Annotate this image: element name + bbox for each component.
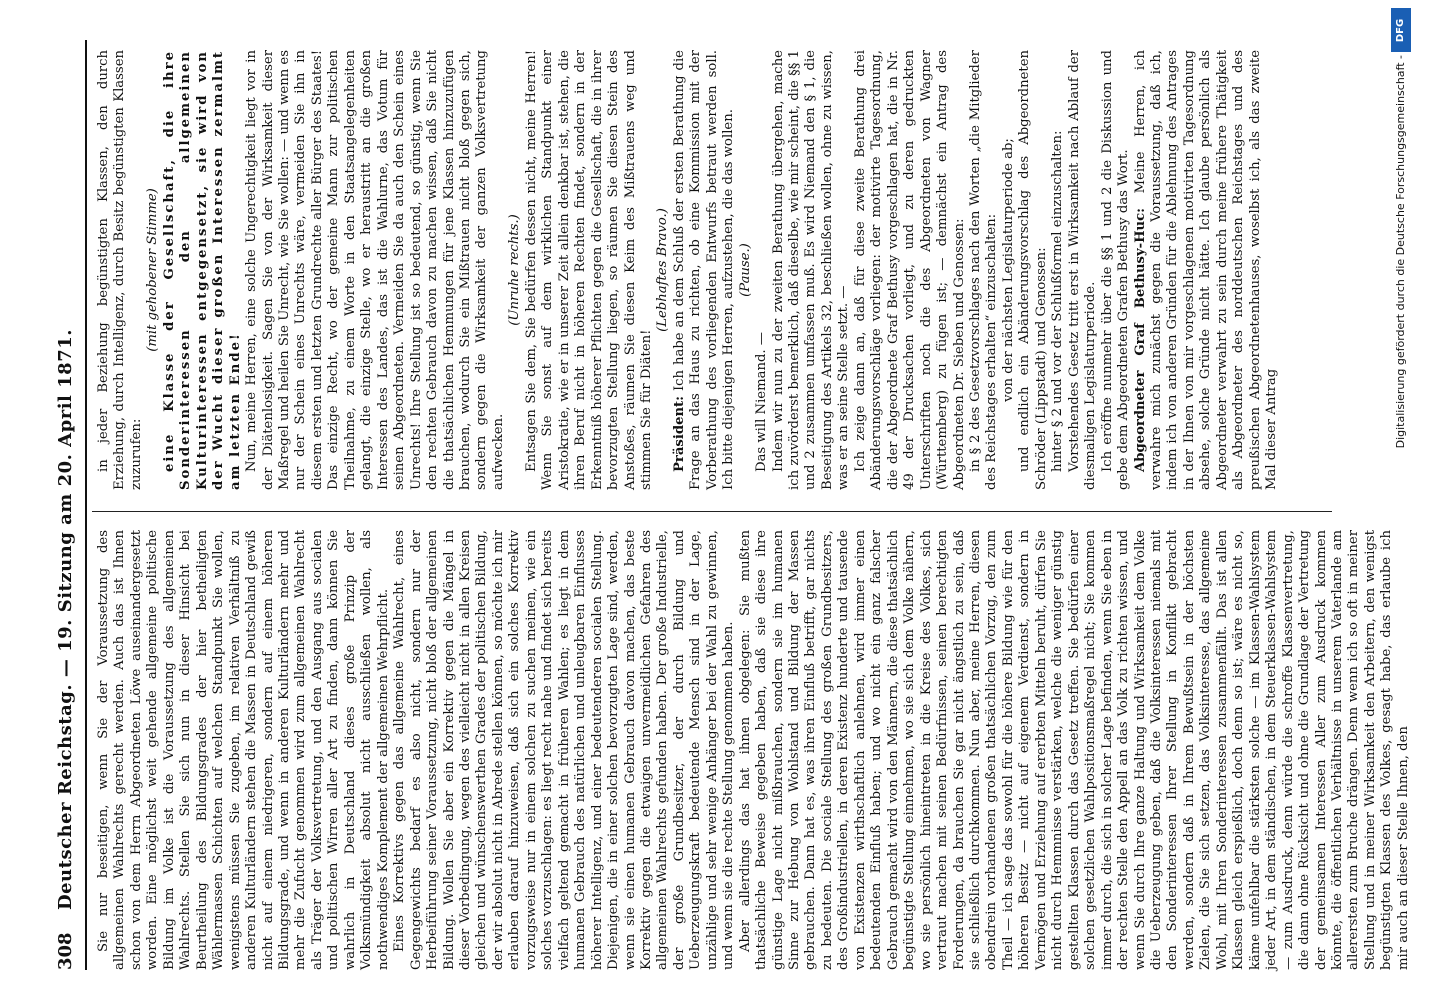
stage-direction: (Lebhaftes Bravo.) [655,208,671,332]
dfg-logo-text: DFG [1395,18,1407,42]
stage-direction: (Unruhe rechts.) [507,214,523,326]
speech-president [672,50,738,490]
page-header [55,40,83,970]
right-paragraph-9: in § 2 des Gesetzvorschlages nach den Worten „die Mitglieder des Reichstages erhalten“ einzuschalten: [968,50,1000,490]
left-paragraph-1: Sie nur beseitigen, wenn Sie der Voraussetzung des allgemeinen Wahlrechts gerecht werden. Auch das ist Ihnen schon von dem Herrn Abgeordneten Löwe auseinandergesetzt worden. Eine möglichst weit gehende allgemeine politische Bildung im Volke ist die Voraussetzung des allgemeinen Wahlrechts. Stellen Sie sich nun in dieser Hinsicht bei Beurtheilung des Bildungsgrades der hier betheiligten Wählermassen Schichten auf welchen Standpunkt Sie wollen, wenigstens müssen Sie zugeben, im relativen Verhältniß zu anderen Kulturländern stehen die Massen in Deutschland gewiß nicht auf einem niedrigeren, sondern auf einem höheren Bildungsgrade, und wenn in anderen Kulturländern mehr und mehr die Zufucht genommen wird zum allgemeinen Wahlrecht als Träger der Volksvertretung, und den Ausgang aus socialen und politischen Wirren aller Art zu finden, dann können Sie wahrlich in Deutschland dieses große Prinzip der Volksmündigkeit absolut nicht ausschließen wollen, als nothwendiges Komplement der allgemeinen Wehrpflicht. [96,530,391,970]
right-paragraph-12: hinter § 2 und vor der Schlußformel einzuschalten: [1050,130,1066,472]
right-paragraph-3: Nun, meine Herren, eine solche Ungerechtigkeit liegt vor in der Diätenlosigkeit. Sagen Sie von der Wirksamkeit dieser Maßregel und heilen Sie Unrecht, wie Sie wollen: — und wenn es nur der Schein eines Unrechts wäre, vermeiden Sie ihn in diesem ersten und letzten Grundrechte aller Bürger des Staates! Das einzige Recht, wo der gemeine Mann zur politischen Theilnahme, zu einem Worte in den Staatsangelegenheiten gelangt, die einzige Stelle, wo er heraustritt an die großen Interessen des Landes, das ist die Wahlurne, das Votum für seinen Abgeordneten. Vermeiden Sie da auch den Schein eines Unrechts! Ihre Stellung ist so bedeutend, so günstig, wenn Sie den rechten Gebrauch davon zu machen wissen, daß Sie nicht die thatsächlichen Hemmungen für jene Klassen hinzuzufügen brauchen, wodurch Sie ein Mißtrauen nicht bloß gegen sich, sondern gegen die Wirksamkeit der ganzen Volksvertretung aufwecken. [244,50,506,490]
speech-text: Ich habe an dem Schluß der ersten Berathung die Frage an das Haus zu richten, ob eine Kommission mit der Vorberathung des vorliegenden Entwurfs betraut werden soll. Ich bitte diejenigen Herren, aufzustehen, die das wollen. [671,50,737,490]
right-paragraph-10: von der nächsten Legislaturperiode ab; [1000,138,1016,402]
right-paragraph-7: Indem wir nun zu der zweiten Berathung übergehen, mache ich zuvörderst bemerklich, daß dieselbe, wie mir scheint, die §§ 1 und 2 zusammen umfassen muß. Es wird Niemand den § 1, die Beseitigung des Artikels 32, beschließen wollen, ohne zu wissen, was er an seine Stelle setzt. — [770,50,852,490]
right-paragraph-14: Ich eröffne nunmehr über die §§ 1 und 2 die Diskussion und gebe dem Abgeordneten Grafen Bethusy das Wort. [1099,50,1132,490]
right-paragraph-6: Das will Niemand. — [754,332,770,472]
header-rule [85,40,87,970]
funding-note: Digitalisierung gefördert durch die Deutsche Forschungsgemeinschaft - [1394,55,1407,449]
digitization-note [1390,5,1412,995]
dfg-logo [1391,8,1411,52]
left-paragraph-3: Aber allerdings das hat ihnen obgelegen: Sie mußten thatsächliche Beweise gegeben haben, daß sie diese ihre günstige Lage nicht mißbrauchen, sondern sie im humanen Sinne zur Hebung von Wohlstand und Bildung der Massen gebrauchen. Dann hat es, was ihren Einfluß betrifft, gar nichts zu bedeuten. Die sociale Stellung des großen Grundbesitzers, des Großindustriellen, in deren Existenz hunderte und tausende von Existenzen wirthschaftlich anlehnen, wird immer einen bedeutenden Einfluß haben; und wo nicht ein ganz falscher Gebrauch gemacht wird von den Männern, die diese thatsächlich begünstigte Stellung einnehmen, wo sie sich dem Volke nähern, wo sie persönlich hineintreten in die Kreise des Volkes, sich vertraut machen mit seinen Bedürfnissen, seinen berechtigten Forderungen, da brauchen Sie gar nicht ängstlich zu sein, daß sie schließlich durchkommen. Nun aber, meine Herren, diesen obendrein vorhandenen großen thatsächlichen Vorzug, den zum Theil — ich sage das sowohl für die höhere Bildung wie für den höheren Besitz — nicht auf eigenem Verdienst, sondern in Vermögen und Erziehung auf ererbten Mitteln beruht, dürfen Sie nicht durch Hemmnisse verstärken, welche die weniger günstig gestellten Klassen durch das Gesetz treffen. Sie bedürfen einer solchen gesetzlichen Wahlpositionsmaßregel nicht; Sie kommen immer durch, die sich in solcher Lage befinden, wenn Sie eben in der rechten Stelle den Appell an das Volk zu richten wissen, und wenn Sie durch Ihre ganze Haltung und Wirksamkeit dem Volke die Ueberzeugung geben, daß die Volksinteressen niemals mit den Sonderinteressen Ihrer Stellung in Konflikt gebracht werden, sondern daß in Ihrem Bewußtsein in der höchsten Zielen, die Sie sich setzen, das Volksinteresse, das allgemeine Wohl, mit Ihren Sonderinteressen zusammenfällt. Das ist allen Klassen gleich erspießlich, doch denn so ist; wäre es nicht so, käme unfehlbar die stärksten solche — im Klassen-Wahlsystem jeder Art, in dem ständischen, in dem Steuerklassen-Wahlsystem — zum Ausdruck, denn würde die schroffe Klassenvertretung, die dann ohne Rücksicht und ohne die Grundlage der Vertretung der gemeinsamen Interessen Aller zum Ausdruck kommen könnte, die öffentlichen Verhältnisse in unserem Vaterlande am allerersten zum Bruche drängen. Denn wenn ich so oft in meiner Stellung und in meiner Wirksamkeit den Arbeitern, den wenigst begünstigten Klassen des Volkes, gesagt habe, das erlaube ich mir auch an dieser Stelle Ihnen, den [737,530,1411,970]
speech-text: Meine Herren, ich verwahre mich zunächst gegen die Voraussetzung, daß ich, indem ich von anderen Gründen für die Ablehnung des Antrages in der Ihnen von mir vorgeschlagenen motivirten Tagesordnung absehe, solche Gründe nicht hätte. Ich glaube persönlich als Abgeordneter verwahrt zu sein durch meine frühere Thätigkeit als Abgeordneter des norddeutschen Reichstages und des preußischen Abgeordnetenhauses, woselbst ich, als das zweite Mal dieser Antrag [1132,50,1280,490]
page-number: 308 [55,932,76,970]
right-column [96,50,1326,490]
stage-direction: (mit gehobener Stimme) [145,188,161,352]
running-title: Deutscher Reichstag. — 19. Sitzung am 20. April 1871. [55,328,76,910]
right-paragraph-11: und endlich ein Abänderungsvorschlag des Abgeordneten Schröder (Lippstadt) und Genossen: [1017,50,1049,490]
right-paragraph-4: Entsagen Sie dem, Sie bedürfen dessen nicht, meine Herren! Wenn Sie sonst auf dem wirklichen Standpunkt einer Aristokratie, wie er in unserer Zeit allein denkbar ist, stehen, die ihren Beruf nicht in höheren Rechten findet, sondern in der Erkenntniß höherer Pflichten gegen die Gesellschaft, die in ihrer bevorzugten Stellung liegen, so räumen Sie diesen Stein des Anstoßes, räumen Sie diesen Keim des Mißtrauens weg und stimmen Sie für Diäten! [523,50,654,490]
stage-direction: (Pause.) [737,243,753,297]
left-column [96,530,1411,970]
right-paragraph-1: in jeder Beziehung begünstigten Klassen, den durch Erziehung, durch Intelligenz, durch Besitz begünstigten Klassen zuzurufen: [96,50,144,490]
column-divider [92,511,1332,512]
speaker-name: Abgeordneter Graf Bethusy-Huc: [1132,207,1148,472]
emphasis-text: eine Klasse der Gesellschaft, die ihre Sonderinteressen den allgemeinen Kulturinteressen entgegensetzt, sie wird von der Wucht dieser großen Interessen zermalmt am letzten Ende! [161,50,243,490]
speech-bethusy [1133,50,1281,490]
right-paragraph-13: Vorstehendes Gesetz tritt erst in Wirksamkeit nach Ablauf der diesmaligen Legislaturperiode. [1066,50,1099,490]
speaker-name: Präsident: [671,395,687,472]
emphasis-paragraph [162,50,244,490]
left-paragraph-2: Eines Korrektivs gegen das allgemeine Wahlrecht, eines Gegengewichts bedarf es also nicht, sondern nur der Herbeiführung seiner Voraussetzung, nicht bloß der allgemeinen Bildung. Wollen Sie aber ein Korrektiv gegen die Mängel in dieser Vorbedingung, wegen des vielleicht nicht in allen Kreisen gleichen und wünschenswerthen Grades der politischen Bildung, der wir absolut nicht in Abrede stellen können, so möchte ich mir erlauben darauf hinzuweisen, daß sich ein solches Korrektiv vorzugsweise nur in einem solchen zu suchen meinen, wie ein solches vorzuschlagen: es liegt recht nahe und findet sich bereits vielfach geltend gemacht in früheren Wahlen; es liegt in dem humanen Gebrauch des natürlichen und unleugbaren Einflusses höherer Intelligenz, und einer bedeutenderen socialen Stellung. Diejenigen, die in einer solchen bevorzugten Lage sind, werden, wenn sie einen humanen Gebrauch davon machen, das beste Korrektiv gegen die etwaigen unvermeidlichen Gefahren des allgemeinen Wahlrechts gefunden haben. Der große Industrielle, der große Grundbesitzer, der durch Bildung und Ueberzeugungskraft bedeutende Mensch sind in der Lage, unzählige und sehr wenige Anhänger bei der Wahl zu gewinnen, und wenn sie die rechte Stellung genommen haben. [392,530,737,970]
right-paragraph-8: Ich zeige dann an, daß für diese zweite Berathung drei Abänderungsvorschläge vorliegen: der motivirte Tagesordnung, die der Abgeordnete Graf Bethusy vorgeschlagen hat, die in Nr. 49 der Drucksachen vorliegt, und zu deren gedruckten Unterschriften noch die des Abgeordneten von Wagner (Württemberg) zu fügen ist; — demnächst ein Antrag des Abgeordneten Dr. Sieben und Genossen: [852,50,967,490]
